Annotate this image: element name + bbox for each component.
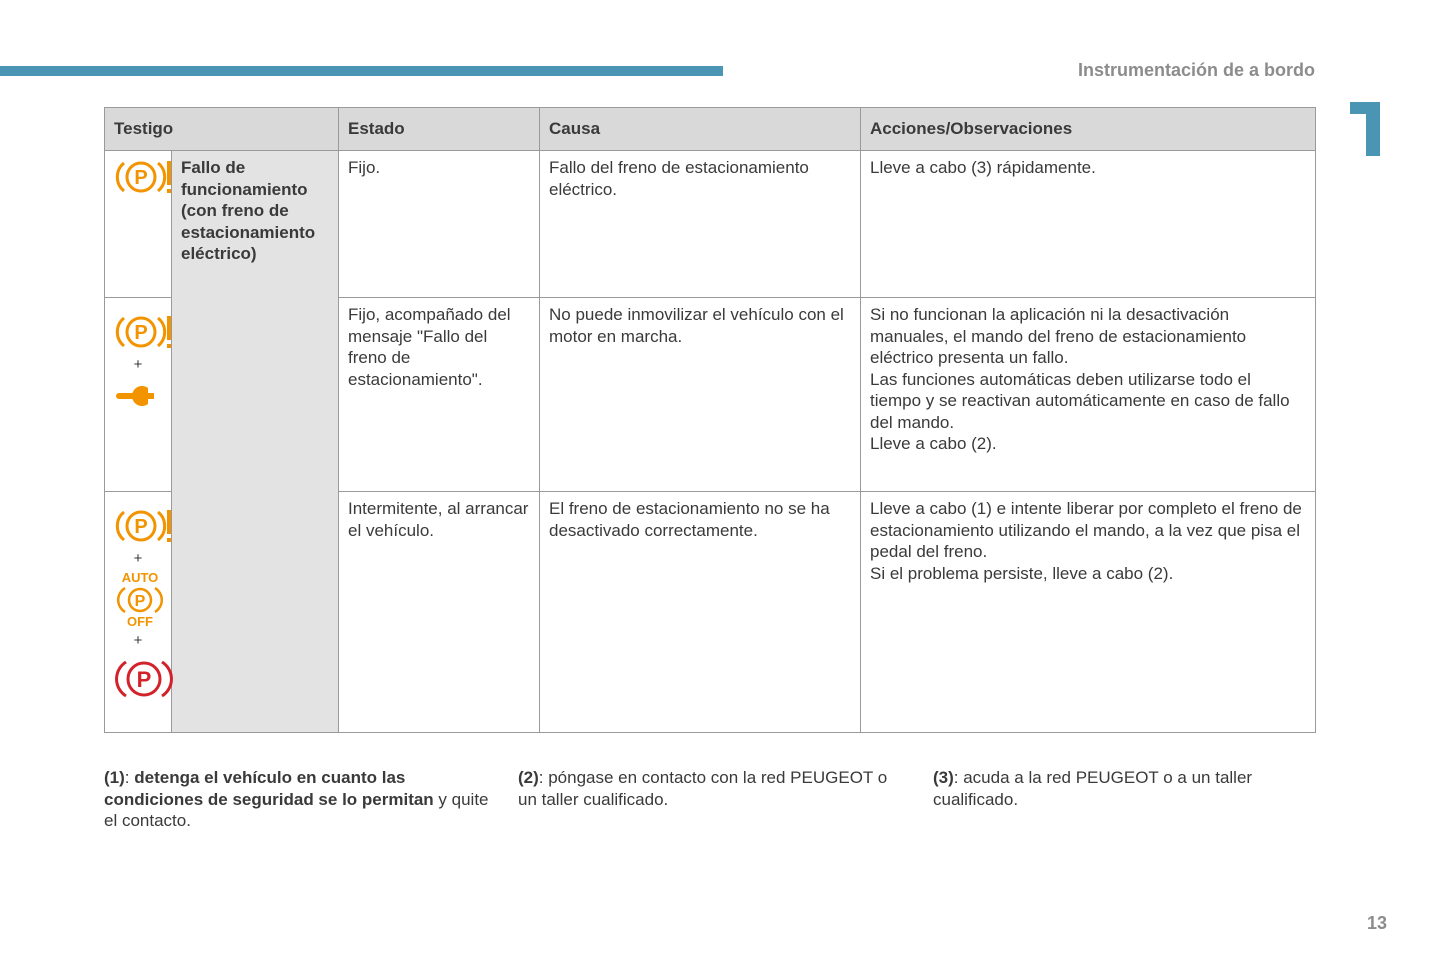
svg-text:P: P xyxy=(134,322,148,344)
footnote-3-rest: : acuda a la red PEUGEOT o a un taller cualificado. xyxy=(933,768,1253,809)
row1-acciones xyxy=(861,151,1316,298)
parking-brake-warning-icon xyxy=(114,312,176,352)
off-label: OFF xyxy=(127,614,153,628)
svg-text:P: P xyxy=(134,593,146,610)
footnote-2-rest: : póngase en contacto con la red PEUGEOT o un taller cualificado. xyxy=(518,768,888,809)
row2-acciones xyxy=(861,298,1316,492)
row3-accion-line: Lleve a cabo (1) e intente liberar por completo el freno de estacionamiento utilizando el mando, a la vez que pisa el pedal del freno. xyxy=(870,499,1302,561)
row1-accion-line: Lleve a cabo (3) rápidamente. xyxy=(870,158,1096,177)
row3-acciones xyxy=(861,492,1316,733)
row2-accion-line: Si no funcionan la aplicación ni la desactivación manuales, el mando del freno de estacionamiento eléctrico presenta un fallo. xyxy=(870,305,1247,367)
chapter-number-1 xyxy=(1346,96,1390,160)
row2-accion-line: Lleve a cabo (2). xyxy=(870,434,997,453)
testigo-name: Fallo de funcionamiento (con freno de estacionamiento eléctrico) xyxy=(172,151,339,733)
svg-text:P: P xyxy=(134,167,148,189)
svg-text:P: P xyxy=(134,516,148,538)
footnote-1-ref: (1) xyxy=(104,768,125,787)
footnote-2-ref: (2) xyxy=(518,768,539,787)
wrench-service-icon xyxy=(114,382,164,410)
row3-causa: El freno de estacionamiento no se ha desactivado correctamente. xyxy=(540,492,861,733)
footnote-3 xyxy=(933,767,1315,810)
plus-sign: + xyxy=(133,356,143,373)
table-header-row xyxy=(105,108,1316,151)
header-estado: Estado xyxy=(339,108,540,151)
plus-sign: + xyxy=(133,550,143,567)
row1-causa: Fallo del freno de estacionamiento eléctrico. xyxy=(540,151,861,298)
plus-sign: + xyxy=(133,632,143,649)
row3-estado: Intermitente, al arrancar el vehículo. xyxy=(339,492,540,733)
header-acciones: Acciones/Observaciones xyxy=(861,108,1316,151)
footnote-2 xyxy=(518,767,908,810)
warning-lamp-table xyxy=(104,107,1316,733)
parking-brake-warning-icon xyxy=(114,506,176,546)
auto-off-parking-icon xyxy=(114,570,166,628)
parking-brake-red-icon xyxy=(114,656,174,702)
row1-icons xyxy=(105,151,172,298)
row3-icons xyxy=(105,492,172,733)
footnote-1-rest: y quite el contacto. xyxy=(104,789,489,830)
footnote-1-sep: : xyxy=(124,768,135,787)
parking-brake-warning-icon xyxy=(114,157,176,197)
footnote-3-ref: (3) xyxy=(933,768,954,787)
auto-label: AUTO xyxy=(121,570,159,585)
row2-estado: Fijo, acompañado del mensaje "Fallo del freno de estacionamiento". xyxy=(339,298,540,492)
row1-estado: Fijo. xyxy=(339,151,540,298)
page-number: 13 xyxy=(1366,913,1387,933)
footnote-1 xyxy=(104,767,494,832)
footnote-1-bold: detenga el vehículo en cuanto las condiciones de seguridad se lo permitan xyxy=(104,768,434,809)
table-row xyxy=(105,151,1316,298)
row3-accion-line: Si el problema persiste, lleve a cabo (2). xyxy=(870,563,1174,583)
header-causa: Causa xyxy=(540,108,861,151)
row2-accion-line: Las funciones automáticas deben utilizarse todo el tiempo y se reactivan automáticamente en caso de fallo del mando. xyxy=(870,369,1290,432)
row2-icons xyxy=(105,298,172,492)
top-accent-bar xyxy=(0,66,723,76)
row2-causa: No puede inmovilizar el vehículo con el motor en marcha. xyxy=(540,298,861,492)
svg-text:P: P xyxy=(136,667,152,692)
header-testigo: Testigo xyxy=(105,108,339,151)
section-title: Instrumentación de a bordo xyxy=(1077,60,1315,80)
